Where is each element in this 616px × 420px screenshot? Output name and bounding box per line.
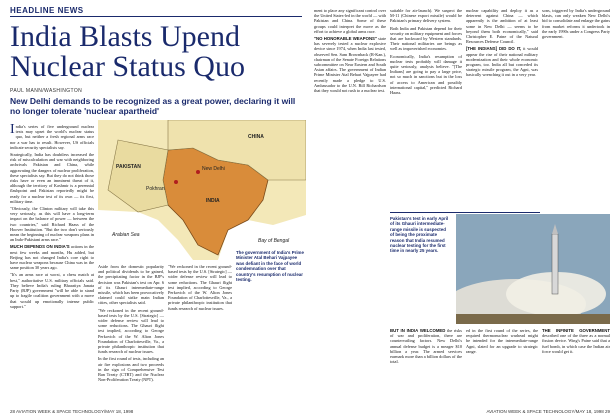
subhead: THE INFINITE GOVERNMENT xyxy=(542,328,610,333)
right-column-6 xyxy=(466,328,538,410)
map-caption: The government of India's Prime Minister Atal Behari Vajpayee was defiant in the face of world condemnation over that country's resumption of nuclear testing. xyxy=(236,250,304,283)
paragraph: Aside from the domestic popularity and political dividends to be gained, the precipitating factor in the BJP's decision was Pakistan's test on Apr. 6 of its Ghauri intermediate-range missile, which has been provocatively claimed could strike main Indian cities, other specialists said. xyxy=(98,264,164,306)
paragraph: described one of the three as a normal fission device. Wing's Paine said that a fuel bomb, in which case the Indian air force would get it. xyxy=(542,333,610,354)
new-delhi-marker xyxy=(196,170,200,174)
paragraph: suitable for air-launch). We suspect the M-11 (Chinese export missile) would be Pakistan's primary delivery system. xyxy=(390,8,462,24)
photo-caption: Pakistan's test in early April of its Ghauri intermediate-range missile is suspected of being the proximate reason that India resumed nuclear testing for the first time in nearly 25 years. xyxy=(390,216,449,254)
subhead: MUCH DEPENDS ON INDIA'S xyxy=(10,244,70,250)
right-column-2 xyxy=(390,8,462,208)
missile-photo-graphic xyxy=(456,214,610,324)
paragraph: "It's an arms race at worst, a chess match at best," authoritative U.S. military officials said. They believe India's ruling Bharatiya Janata Party (BJP) government "will be able to stand up to fragile coalition government with a move that would up emotionally intense public support." xyxy=(10,272,94,309)
map-label-pokhran: Pokhran xyxy=(146,186,165,192)
column-1 xyxy=(10,124,94,410)
missile-launch-photo xyxy=(456,214,610,324)
map-label-pakistan: PAKISTAN xyxy=(116,164,141,170)
map-label-china: CHINA xyxy=(248,134,264,140)
paragraph: actions in the next few weeks and months, Hu added, but Beijing has not changed India's core right to have nuclear weapons because China was in the same position 30 years ago. xyxy=(10,244,94,271)
section-tag: HEADLINE NEWS xyxy=(10,6,84,15)
caption-rule xyxy=(390,212,540,213)
paragraph: the risks of war and proliferation, there are countervailing factors. New Delhi's annual defense budget is a meager $10 billion a year. The armed services earmark more than a billion dollars of the total. xyxy=(390,328,462,365)
map-south-asia xyxy=(98,120,306,260)
map-label-arabian-sea: Arabian Sea xyxy=(112,232,140,238)
right-column-5 xyxy=(390,328,462,410)
paragraph: Economically, India's resumption of nuclear tests probably will damage it quite seriously, analysts believe. "[The Indians] are going to pay a large price, not so much in sanctions but in the loss of access to American and possibly international capital," predicted Richard Haass. xyxy=(390,53,462,96)
paragraph: "Obviously, the Clinton military will take this very seriously, as this will have a long-term impact on the balance of power — between the two countries," said Richard Haass of the Hoover Institution. "But the two don't seriously mean the beginning of nuclear weapons plans in an Indo-Pakistani arms race." xyxy=(10,206,94,243)
paragraph: ed in the first round of the series, the required thermonuclear warhead might be intended for the intermediate-range Agni, slated for an upgrade to strategic range. xyxy=(466,328,538,354)
paragraph: sons, triggered by India's underground blasts, can only weaken New Delhi's bid to consolidate and enlarge the gains from market reforms it undertook in the early 1990s under a Congress Party government. xyxy=(542,8,610,40)
deck: New Delhi demands to be recognized as a great power, declaring it will no longer tolerate 'nuclear apartheid' xyxy=(10,96,296,116)
map-label-bay-of-bengal: Bay of Bengal xyxy=(258,238,290,244)
pokhran-marker xyxy=(174,180,178,184)
column-3 xyxy=(168,264,232,410)
paragraph: Both India and Pakistan depend for their security on military equipment and forces that are backward by Western standards. Their national militaries are beings as well as impoverished economies. xyxy=(390,25,462,52)
map-label-new-delhi: New Delhi xyxy=(202,166,225,172)
right-column-7 xyxy=(542,328,610,410)
paragraph: it would appear the rise of their national military modernization and their whole economic program, too. India all but conceded its strategic missile program, the Agni, was basically wrenching it out in a very year. xyxy=(466,46,538,78)
headline: India Blasts Upend Nuclear Status Quo xyxy=(10,20,245,83)
right-page xyxy=(308,0,616,420)
column-2 xyxy=(98,264,164,410)
right-column-1 xyxy=(314,8,386,410)
subhead: BUT IN INDIA WELCOMED xyxy=(390,328,446,333)
paragraph: "We reckoned in the recent ground-based tests by the U.S. [Strategic] — wider defense review will lead to some reductions. The Ghauri flight test implied, according to George Perkovich of the W. Alton Jones Foundation of Charlottesville, Va., a private philanthropic institution that funds research of nuclear issues. xyxy=(98,307,164,355)
paragraph: ment to place any significant control over the United States-led in the world — with Pakistan and China. Some of these groups could interpret the move as the effort to achieve a global arms race. xyxy=(314,8,386,34)
map-label-india: INDIA xyxy=(206,198,220,204)
subhead: "NO HONORABLE WEAPONS" xyxy=(314,36,377,42)
byline: PAUL MANN/WASHINGTON xyxy=(10,88,83,94)
right-column-4 xyxy=(542,8,610,208)
paragraph: Strategically, India has doubtless increased the risk of miscalculation and war with neighboring archrivals Pakistan and China, while aggravating the dangers of nuclear proliferation, these specialists say. But they do not think those risks have or even an imminent threat of it, although the territory of Kashmir is a perennial flashpoint and Pakistan reportedly might be ready for a nuclear test of its own — its first, military time. xyxy=(10,152,94,204)
lead-paragraph: India's series of five underground nuclear tests may upset the world's nuclear status quo, but neither a fresh regional arms race nor a war has to result. However, US officials indicate security specialists say. xyxy=(10,124,94,150)
subhead: [THE INDIANS] DID DO IT, xyxy=(466,46,522,52)
paragraph: state has severely tested a nuclear explosive device since 1974, when India last tested, observed Sen. Sam Brownback (R-Kan.), chairman of the Senate Foreign Relations subcommittee on Near Eastern and South Asian affairs. The government of Indian Prime Minister Atal Behari Vajpayee had recently made a pledge to U.S. Ambassador to the U.N. Bill Richardson that they would not rush to a nuclear test. xyxy=(314,36,386,94)
footer-right: AVIATION WEEK & SPACE TECHNOLOGY/MAY 18, 1998 29 xyxy=(486,409,610,414)
paragraph: In the first round of tests, including an air fire explosions and two proceeds in the sign of Comprehensive Test Ban Treaty (CTBT) and the Nuclear Non-Proliferation Treaty (NPT). xyxy=(98,356,164,383)
paragraph: "We reckoned in the recent ground-based tests by the U.S. [Strategic] — wider defense review will lead to some reductions. The Ghauri flight test implied, according to George Perkovich of the W. Alton Jones Foundation of Charlottesville, Va., a private philanthropic institution that funds research of nuclear issues. xyxy=(168,264,232,311)
header-rule xyxy=(10,16,302,17)
footer-left: 28 AVIATION WEEK & SPACE TECHNOLOGY/MAY 18, 1998 xyxy=(10,409,134,414)
right-column-3 xyxy=(466,8,538,208)
paragraph: nuclear capability and deploy it as a deterrent against China — which apparently is the ambition of at least some in New Delhi — seems to be beyond them both economically," said Christopher E. Paine of the Natural Resources Defense Council. xyxy=(466,8,538,45)
